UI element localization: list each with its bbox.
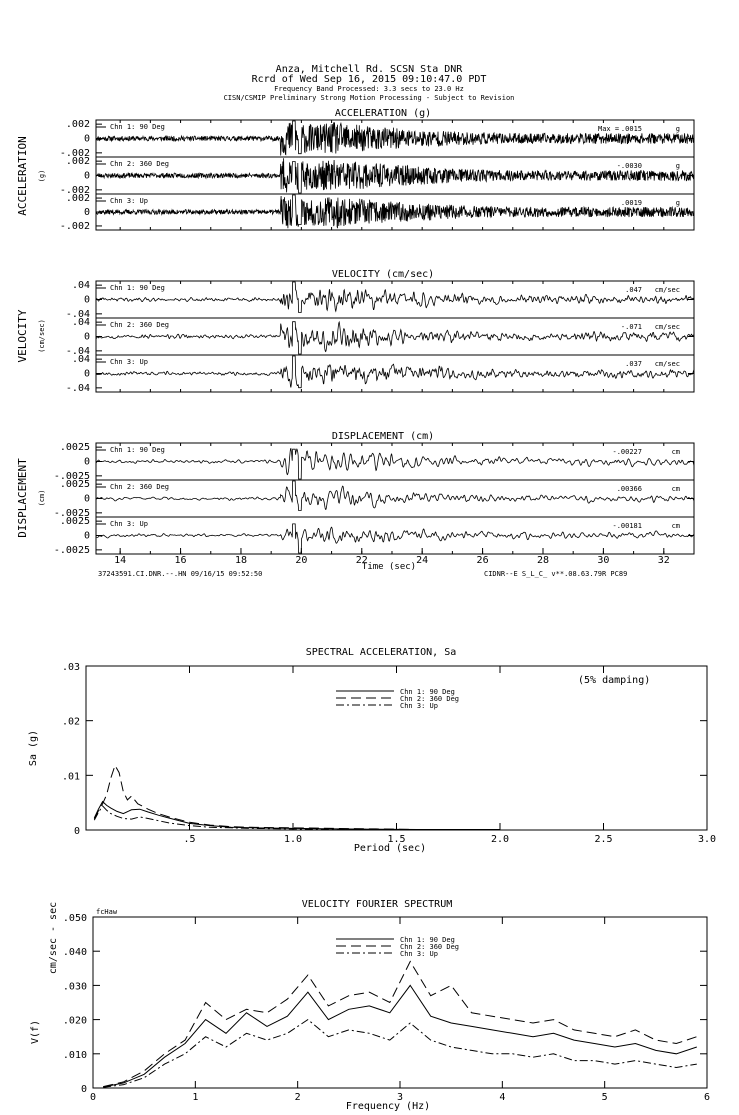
- fourier-xtick-label: 4: [499, 1092, 506, 1103]
- velocity-channel-label: Chn 3: Up: [110, 358, 148, 366]
- time-xtick-label: 32: [657, 555, 670, 566]
- acceleration-yunit: (g): [38, 169, 46, 183]
- displacement-ytick-label: -.0025: [53, 470, 90, 482]
- spectral-legend-label: Chn 3: Up: [400, 702, 438, 710]
- fourier-xtick-label: 6: [703, 1092, 711, 1103]
- fourier-legend-label: Chn 1: 90 Deg: [400, 936, 455, 944]
- velocity-ylabel: VELOCITY: [16, 309, 29, 363]
- acceleration-max-value: -.0030: [616, 162, 642, 170]
- spectral-frame: [86, 666, 707, 830]
- acceleration-ytick-label: 0: [83, 170, 90, 182]
- spectral-legend-label: Chn 2: 360 Deg: [400, 695, 460, 703]
- velocity-ytick-label: .04: [71, 317, 90, 329]
- fourier-ytick-label: .020: [62, 1015, 87, 1027]
- velocity-ytick-label: 0: [83, 368, 90, 380]
- fourier-ytick-label: .030: [62, 981, 87, 993]
- fourier-series-line: [103, 1020, 697, 1088]
- spectral-series-line: [94, 802, 500, 830]
- acceleration-ytick-label: .002: [65, 193, 90, 205]
- fourier-annotation: fcHaw: [96, 908, 118, 916]
- velocity-ytick-label: 0: [83, 331, 90, 343]
- displacement-ytick-label: .0025: [59, 516, 90, 528]
- spectral-xtick-label: 2.5: [594, 834, 613, 845]
- frequency-band: Frequency Band Processed: 3.3 secs to 23.0 Hz: [274, 85, 464, 93]
- fourier-legend-label: Chn 2: 360 Deg: [400, 943, 460, 951]
- spectral-annotation: (5% damping): [578, 675, 651, 686]
- velocity-max-value: .047: [625, 286, 642, 294]
- fourier-ytick-label: .040: [62, 947, 87, 959]
- displacement-ytick-label: -.0025: [53, 507, 90, 519]
- time-xtick-label: 24: [416, 555, 429, 566]
- acceleration-channel-label: Chn 3: Up: [110, 197, 148, 205]
- fourier-xlabel: Frequency (Hz): [345, 1101, 431, 1112]
- spectral-ytick-label: .01: [61, 771, 80, 783]
- velocity-ytick-label: 0: [83, 294, 90, 306]
- time-xtick-label: 28: [536, 555, 550, 566]
- acceleration-ylabel: ACCELERATION: [16, 136, 29, 216]
- acceleration-max-value: .0019: [620, 199, 642, 207]
- velocity-max-unit: cm/sec: [654, 286, 680, 294]
- fourier-ytick-label: 0: [80, 1084, 87, 1095]
- acceleration-ytick-label: .002: [65, 119, 90, 131]
- time-axis-label: Time (sec): [361, 562, 417, 572]
- fourier-xtick-label: 3: [396, 1092, 404, 1103]
- displacement-yunit: (cm): [38, 489, 46, 507]
- spectral-xtick-label: .5: [183, 834, 196, 845]
- spectral-ytick-label: .02: [61, 716, 80, 728]
- displacement-max-value: -.00181: [612, 522, 642, 530]
- displacement-trace: [96, 524, 694, 553]
- acceleration-trace: [96, 158, 694, 193]
- spectral-legend-label: Chn 1: 90 Deg: [400, 688, 455, 696]
- displacement-ytick-label: .0025: [59, 479, 90, 491]
- displacement-channel-label: Chn 3: Up: [110, 520, 148, 528]
- acceleration-max-unit: g: [675, 162, 680, 170]
- displacement-ytick-label: -.0025: [53, 544, 90, 556]
- spectral-xlabel: Period (sec): [353, 843, 427, 854]
- displacement-ytick-label: 0: [83, 530, 90, 542]
- spectral-title: SPECTRAL ACCELERATION, Sa: [305, 647, 457, 658]
- velocity-ytick-label: -.04: [65, 382, 90, 394]
- time-xtick-label: 14: [114, 555, 127, 566]
- displacement-ytick-label: 0: [83, 493, 90, 505]
- acceleration-max-unit: g: [675, 199, 680, 207]
- displacement-ytick-label: 0: [83, 456, 90, 468]
- fourier-panel: [63, 913, 710, 1103]
- acceleration-ytick-label: 0: [83, 207, 90, 218]
- spectral-series-line: [94, 766, 500, 830]
- displacement-max-unit: cm: [671, 522, 680, 530]
- time-xtick-label: 30: [597, 555, 610, 566]
- fourier-ylabel: V(f): [30, 1019, 41, 1045]
- acceleration-ytick-label: -.002: [59, 184, 90, 196]
- fourier-xtick-label: 0: [89, 1092, 97, 1103]
- record-date: Rcrd of Wed Sep 16, 2015 09:10:47.0 PDT: [251, 74, 487, 85]
- velocity-panel: [66, 280, 694, 394]
- fourier-ytick-label: .050: [62, 913, 87, 924]
- velocity-ytick-label: -.04: [65, 345, 90, 357]
- displacement-max-unit: cm: [671, 485, 680, 493]
- velocity-max-value: -.071: [620, 323, 642, 331]
- fourier-ytick-label: .010: [62, 1049, 87, 1061]
- velocity-trace: [96, 322, 694, 354]
- acceleration-trace: [96, 195, 694, 228]
- acceleration-ytick-label: -.002: [59, 147, 90, 159]
- fourier-xtick-label: 2: [294, 1092, 301, 1103]
- velocity-ytick-label: -.04: [65, 308, 90, 320]
- spectral-series-line: [94, 806, 500, 830]
- velocity-ytick-label: .04: [71, 354, 90, 366]
- velocity-trace: [96, 356, 694, 388]
- fourier-series-line: [103, 985, 697, 1087]
- displacement-channel-label: Chn 1: 90 Deg: [110, 446, 165, 454]
- displacement-channel-label: Chn 2: 360 Deg: [110, 483, 170, 491]
- fourier-xtick-label: 5: [601, 1092, 608, 1103]
- time-xtick-label: 22: [355, 555, 368, 566]
- record-id: 37243591.CI.DNR.--.HN 09/16/15 09:52:50: [98, 570, 263, 578]
- displacement-max-value: -.00227: [612, 448, 642, 456]
- acceleration-max-value: .0015: [620, 125, 642, 133]
- velocity-max-unit: cm/sec: [654, 360, 680, 368]
- time-xtick-label: 26: [476, 555, 489, 566]
- spectral-ytick-label: .03: [61, 662, 80, 673]
- fourier-series-line: [103, 962, 697, 1087]
- displacement-title: DISPLACEMENT (cm): [331, 431, 435, 442]
- displacement-frame: [96, 443, 694, 554]
- displacement-trace: [96, 481, 694, 511]
- spectral-ylabel: Sa (g): [28, 729, 39, 767]
- acceleration-max-label: Max =: [598, 125, 620, 133]
- fourier-legend-label: Chn 3: Up: [400, 950, 438, 958]
- spectral-xtick-label: 3.0: [697, 834, 717, 845]
- acceleration-max-unit: g: [675, 125, 680, 133]
- acceleration-channel-label: Chn 1: 90 Deg: [110, 123, 165, 131]
- processing-code: CIDNR--E S_L_C_ v**.08.63.79R PC89: [484, 570, 628, 578]
- acceleration-ytick-label: -.002: [59, 220, 90, 232]
- spectral-xtick-label: 1.5: [387, 834, 406, 845]
- velocity-title: VELOCITY (cm/sec): [331, 269, 435, 280]
- velocity-max-unit: cm/sec: [654, 323, 680, 331]
- fourier-yunit: cm/sec - sec: [48, 901, 59, 975]
- displacement-trace: [96, 449, 694, 479]
- fourier-title: VELOCITY FOURIER SPECTRUM: [301, 899, 453, 910]
- spectral-panel: [62, 662, 716, 845]
- velocity-channel-label: Chn 2: 360 Deg: [110, 321, 170, 329]
- station-title: Anza, Mitchell Rd. SCSN Sta DNR: [275, 64, 463, 75]
- acceleration-ytick-label: .002: [65, 156, 90, 168]
- displacement-ylabel: DISPLACEMENT: [16, 458, 29, 538]
- velocity-trace: [96, 282, 694, 313]
- spectral-xtick-label: 1.0: [283, 834, 303, 845]
- velocity-yunit: (cm/sec): [38, 319, 46, 353]
- time-xtick-label: 20: [295, 555, 308, 566]
- acceleration-panel: [60, 119, 694, 232]
- displacement-ytick-label: .0025: [59, 442, 90, 454]
- time-xtick-label: 18: [234, 555, 247, 566]
- fourier-xtick-label: 1: [192, 1092, 199, 1103]
- acceleration-channel-label: Chn 2: 360 Deg: [110, 160, 170, 168]
- spectral-ytick-label: 0: [73, 826, 80, 837]
- acceleration-title: ACCELERATION (g): [334, 108, 432, 119]
- displacement-max-value: .00366: [616, 485, 642, 493]
- acceleration-ytick-label: 0: [83, 133, 90, 145]
- displacement-panel: [54, 120, 694, 566]
- displacement-max-unit: cm: [671, 448, 680, 456]
- velocity-max-value: .037: [625, 360, 642, 368]
- spectral-xtick-label: 2.0: [490, 834, 510, 845]
- velocity-channel-label: Chn 1: 90 Deg: [110, 284, 165, 292]
- processing-note: CISN/CSMIP Preliminary Strong Motion Processing - Subject to Revision: [223, 94, 515, 102]
- time-xtick-label: 16: [174, 555, 187, 566]
- velocity-ytick-label: .04: [71, 280, 90, 292]
